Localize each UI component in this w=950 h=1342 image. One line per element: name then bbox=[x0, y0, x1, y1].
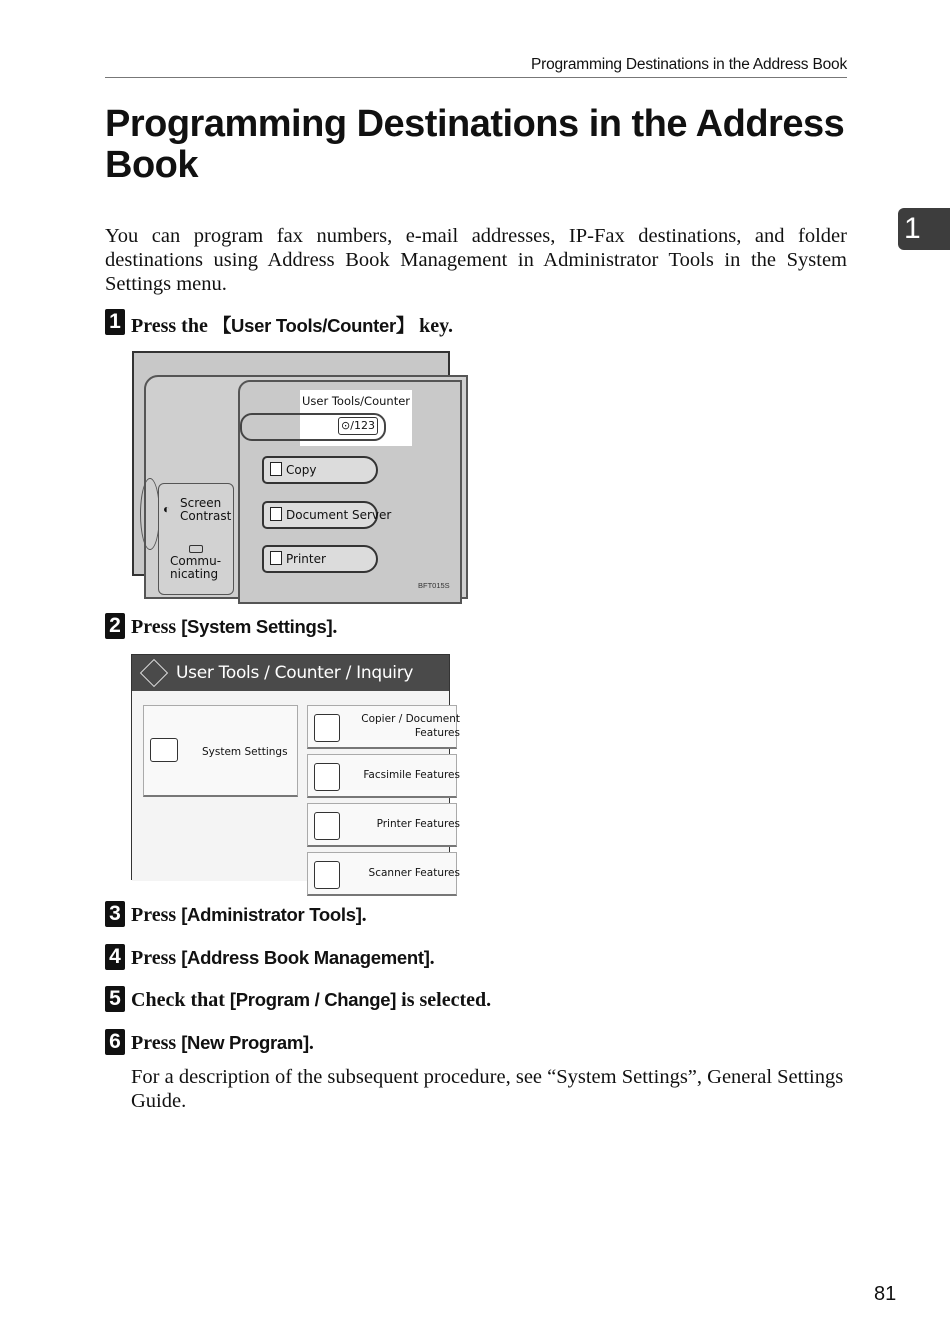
step-ui-label: 【User Tools/Counter】 bbox=[212, 315, 415, 336]
facsimile-icon bbox=[314, 763, 340, 791]
copier-document-features-button[interactable] bbox=[307, 705, 460, 749]
step-number: 2 bbox=[105, 613, 125, 639]
printer-features-icon bbox=[314, 812, 340, 840]
intro-paragraph: You can program fax numbers, e-mail addresses, IP-Fax destinations, and folder destinations using Address Book Management in Administrator Tools in the System Settings menu. bbox=[105, 225, 847, 295]
scanner-features-button[interactable] bbox=[307, 852, 460, 896]
copy-key[interactable] bbox=[262, 456, 378, 484]
step-ui-label: [System Settings] bbox=[181, 616, 333, 637]
copy-icon bbox=[270, 462, 282, 476]
document-server-icon bbox=[270, 507, 282, 521]
step-text bbox=[131, 312, 453, 338]
step-text bbox=[131, 616, 337, 639]
control-panel-figure bbox=[132, 351, 450, 581]
communicating-label bbox=[170, 555, 221, 581]
dial-icon bbox=[140, 478, 160, 550]
step-number: 3 bbox=[105, 901, 125, 927]
copy-label: Copy bbox=[286, 463, 317, 477]
page-title bbox=[105, 104, 865, 186]
step-number: 5 bbox=[105, 986, 125, 1012]
facsimile-features-button[interactable] bbox=[307, 754, 460, 798]
screen-contrast-line1: Screen bbox=[180, 496, 222, 510]
step-suffix: . bbox=[361, 904, 367, 926]
printer-icon bbox=[270, 551, 282, 565]
screen-contrast-line2: Contrast bbox=[180, 509, 232, 523]
running-header: Programming Destinations in the Address Book bbox=[530, 56, 847, 73]
system-settings-label: System Settings bbox=[202, 746, 288, 758]
facsimile-label: Facsimile Features bbox=[363, 769, 460, 781]
step-ui-label: [Address Book Management] bbox=[181, 947, 430, 968]
screen-contrast-label bbox=[180, 497, 231, 523]
page-title-line2: Book bbox=[105, 144, 198, 186]
step-6-description: For a description of the subsequent procedure, see “System Settings”, General Settings Guide. bbox=[131, 1066, 844, 1112]
step-ui-label: [New Program] bbox=[181, 1032, 309, 1053]
user-tools-screen-figure bbox=[131, 654, 460, 880]
chapter-tab: 1 bbox=[898, 208, 950, 250]
system-settings-icon bbox=[150, 738, 178, 762]
copier-icon bbox=[314, 714, 340, 742]
communicating-line2: nicating bbox=[170, 567, 219, 581]
step-text bbox=[131, 904, 367, 927]
step-ui-label: [Program / Change] bbox=[229, 989, 397, 1010]
screen-title-bar: User Tools / Counter / Inquiry bbox=[132, 655, 449, 691]
scanner-icon bbox=[314, 861, 340, 889]
document-server-label: Document Server bbox=[286, 508, 392, 522]
copier-label-line1: Copier / Document bbox=[361, 713, 460, 725]
communicating-led bbox=[189, 545, 203, 553]
header-rule bbox=[105, 77, 847, 78]
step-text bbox=[131, 989, 491, 1012]
scanner-label: Scanner Features bbox=[368, 867, 460, 879]
printer-features-label: Printer Features bbox=[376, 818, 460, 830]
printer-label: Printer bbox=[286, 552, 326, 566]
step-suffix: . bbox=[308, 1032, 314, 1054]
step-number: 4 bbox=[105, 944, 125, 970]
copier-label bbox=[361, 712, 460, 740]
copier-label-line2: Features bbox=[414, 727, 460, 739]
step-suffix: . bbox=[332, 616, 338, 638]
step-text bbox=[131, 1032, 314, 1055]
step-number: 6 bbox=[105, 1029, 125, 1055]
step-number: 1 bbox=[105, 309, 125, 335]
step-prefix: Press bbox=[131, 947, 182, 969]
system-settings-button[interactable] bbox=[143, 705, 298, 797]
step-ui-label: [Administrator Tools] bbox=[181, 904, 362, 925]
user-tools-counter-label: User Tools/Counter bbox=[300, 390, 412, 446]
step-prefix: Press bbox=[131, 904, 182, 926]
figure-code: BFT015S bbox=[418, 581, 450, 590]
step-prefix: Check that bbox=[131, 989, 230, 1011]
step-suffix: is selected. bbox=[396, 989, 492, 1011]
page-number: 81 bbox=[874, 1283, 897, 1305]
step-prefix: Press the bbox=[131, 315, 213, 337]
user-tools-led-icon: ⊙/123 bbox=[338, 417, 378, 435]
step-prefix: Press bbox=[131, 616, 182, 638]
step-suffix: . bbox=[429, 947, 435, 969]
document-server-key[interactable] bbox=[262, 501, 392, 529]
printer-key[interactable] bbox=[262, 545, 378, 573]
step-prefix: Press bbox=[131, 1032, 182, 1054]
screen-contrast-icon: ◐ bbox=[163, 502, 171, 516]
page-title-line1: Programming Destinations in the Address bbox=[105, 103, 845, 145]
printer-features-button[interactable] bbox=[307, 803, 460, 847]
step-suffix: key. bbox=[414, 315, 454, 337]
step-text bbox=[131, 947, 435, 970]
communicating-line1: Commu- bbox=[170, 554, 222, 568]
